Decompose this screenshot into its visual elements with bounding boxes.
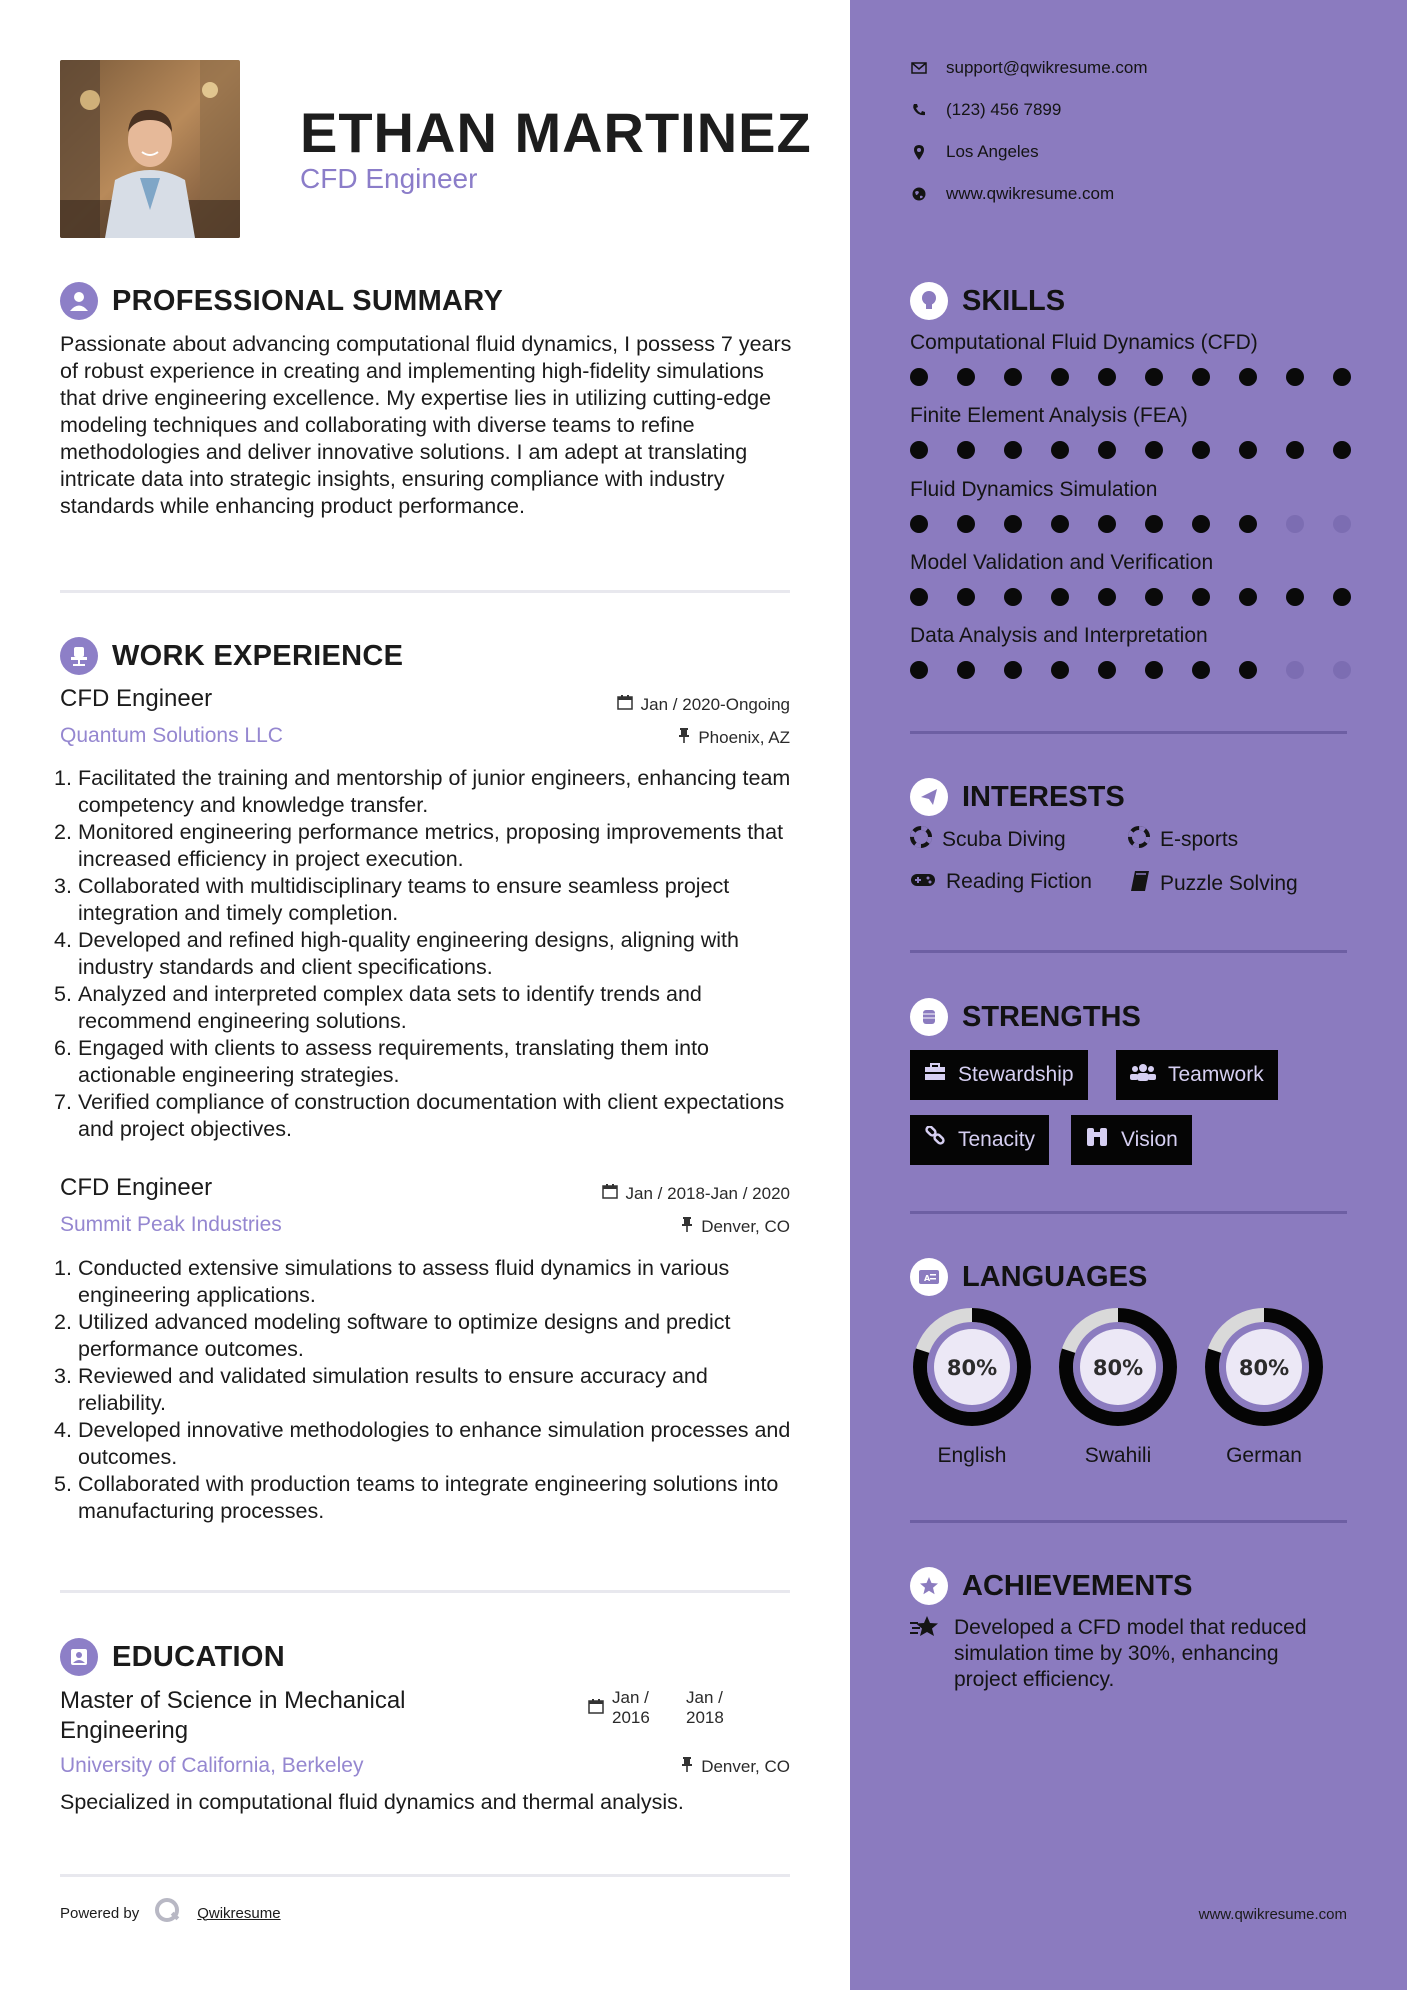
experience-heading: WORK EXPERIENCE [60,637,403,675]
sidebar [850,0,1407,1990]
interest-item: Reading Fiction [910,870,1092,894]
achievement-item: Developed a CFD model that reduced simulation time by 30%, enhancing project efficiency. [910,1615,1330,1693]
strength-tag: Stewardship [910,1050,1088,1100]
rating-dot [1051,588,1069,606]
interests-heading: INTERESTS [910,778,1125,816]
qwikresume-link[interactable]: Qwikresume [197,1904,281,1922]
skill-rating [910,368,1351,386]
bullet-item: 4. Developed innovative methodologies to enhance simulation processes and outcomes. [54,1418,791,1469]
divider [910,1520,1347,1523]
rating-dot [1051,515,1069,533]
strength-tag: Teamwork [1116,1050,1278,1100]
rating-dot [1286,588,1304,606]
skill-name: Model Validation and Verification [910,551,1214,574]
divider [60,1874,790,1877]
rating-dot [1051,441,1069,459]
bullet-item: 5. Collaborated with production teams to integrate engineering solutions into manufacturing processes. [54,1472,779,1523]
job-bullets [54,765,799,1143]
education-end: Jan / 2018 [686,1688,724,1727]
lifebuoy-icon [1128,826,1150,854]
bullet-item: 6. Engaged with clients to assess requirements, translating them into actionable engineering strategies. [54,1036,709,1087]
rating-dot [957,588,975,606]
book-icon [1130,870,1150,898]
bullet-item: 3. Reviewed and validated simulation results to ensure accuracy and reliability. [54,1364,708,1415]
rating-dot [1239,661,1257,679]
footer-website[interactable]: www.qwikresume.com [1198,1906,1347,1923]
language-name: Swahili [1084,1444,1152,1467]
job-dates: Jan / 2018-Jan / 2020 [602,1183,790,1204]
bullet-item: 5. Analyzed and interpreted complex data sets to identify trends and recommend engineering solutions. [54,982,702,1033]
divider [910,731,1347,734]
education-description: Specialized in computational fluid dynamics and thermal analysis. [60,1790,684,1814]
education-start: Jan / 2016 [612,1688,650,1727]
graduation-icon [60,1638,98,1676]
rating-dot [1004,368,1022,386]
rating-dot [957,368,975,386]
language-percent: 80% [1092,1356,1144,1380]
job-company: Quantum Solutions LLC [60,724,283,747]
degree-title: Master of Science in Mechanical Engineering [60,1687,406,1744]
rating-dot [1145,441,1163,459]
rating-dot [1051,661,1069,679]
rating-dot [1286,661,1304,679]
language-item [1056,1305,1180,1468]
star-badge-icon [910,1567,948,1605]
contact-email[interactable]: support@qwikresume.com [910,58,1148,78]
skill-rating [910,588,1351,606]
strength-tag: Tenacity [910,1115,1049,1165]
rating-dot [1098,441,1116,459]
language-ring [1056,1305,1180,1429]
rating-dot [1192,368,1210,386]
contact-website[interactable]: www.qwikresume.com [910,184,1114,204]
skill-name: Data Analysis and Interpretation [910,624,1208,647]
rating-dot [1286,515,1304,533]
skill-rating [910,515,1351,533]
rating-dot [1333,661,1351,679]
rating-dot [1098,661,1116,679]
rating-dot [1239,368,1257,386]
globe-icon [910,187,928,201]
rating-dot [1239,588,1257,606]
binoculars-icon [1085,1126,1109,1154]
candidate-title: CFD Engineer [300,163,478,194]
rating-dot [910,515,928,533]
rating-dot [1098,515,1116,533]
skill-rating [910,441,1351,459]
language-ring [910,1305,1034,1429]
calendar-icon [588,1698,604,1719]
divider [910,1211,1347,1214]
candidate-name: ETHAN MARTINEZ [300,101,812,164]
interest-item: Scuba Diving [910,826,1066,854]
rating-dot [1192,441,1210,459]
profile-photo [60,60,240,238]
lifebuoy-icon [910,826,932,854]
language-name: English [937,1444,1007,1467]
rating-dot [1333,588,1351,606]
skill-name: Fluid Dynamics Simulation [910,478,1158,501]
rating-dot [957,515,975,533]
rating-dot [1286,368,1304,386]
rating-dot [1098,368,1116,386]
contact-location: Los Angeles [910,142,1039,162]
rating-dot [1145,515,1163,533]
language-item [910,1305,1034,1468]
language-percent: 80% [1238,1356,1290,1380]
contact-phone[interactable]: (123) 456 7899 [910,100,1061,120]
lightbulb-icon [910,282,948,320]
divider [60,590,790,593]
rating-dot [1051,368,1069,386]
rating-dot [1004,661,1022,679]
rating-dot [1145,588,1163,606]
strengths-heading: STRENGTHS [910,998,1141,1036]
rating-dot [910,441,928,459]
svg-text:A: A [924,1274,931,1283]
education-heading: EDUCATION [60,1638,285,1676]
users-icon [1130,1063,1156,1087]
link-icon [924,1126,946,1154]
bullet-item: 7. Verified compliance of construction documentation with client expectations and project objectives. [54,1090,785,1141]
rating-dot [1333,368,1351,386]
interest-item: Puzzle Solving [1130,870,1298,898]
rating-dot [1239,441,1257,459]
rating-dot [910,368,928,386]
star-icon [910,1615,940,1693]
job-bullets [54,1255,799,1525]
rating-dot [1286,441,1304,459]
school-name: University of California, Berkeley [60,1754,364,1777]
rating-dot [1145,368,1163,386]
rating-dot [1192,588,1210,606]
envelope-icon [910,62,928,74]
map-pin-icon [910,145,928,160]
skill-rating [910,661,1351,679]
job-location: Denver, CO [681,1216,790,1237]
bullet-item: 4. Developed and refined high-quality engineering designs, aligning with industry standards and client specifications. [54,928,739,979]
summary-text: Passionate about advancing computational fluid dynamics, I possess 7 years of robust experience in creating and implementing high-fidelity simulations that drive engineering excellence. My expertise lies in utilizing cutting-edge modeling techniques and collaborating with diverse teams to refine methodologies and deliver innovative solutions. I am adept at translating intricate data into strategic insights, ensuring compliance with industry standards while enhancing product performance. [60,332,792,518]
chair-icon [60,637,98,675]
fist-icon [910,998,948,1036]
phone-icon [910,103,928,117]
job-location: Phoenix, AZ [678,727,790,748]
skills-heading: SKILLS [910,282,1065,320]
job-company: Summit Peak Industries [60,1213,282,1236]
rating-dot [957,441,975,459]
rating-dot [1192,515,1210,533]
interest-item: E-sports [1128,826,1238,854]
qwikresume-logo-icon [153,1896,183,1930]
rating-dot [910,661,928,679]
pin-icon [681,1216,693,1237]
footer-powered-by: Powered by Qwikresume [60,1896,281,1930]
calendar-icon [602,1183,618,1204]
gamepad-icon [910,870,936,894]
rating-dot [1098,588,1116,606]
language-item [1202,1305,1326,1468]
paper-plane-icon [910,778,948,816]
rating-dot [1333,441,1351,459]
education-location: Denver, CO [681,1756,790,1777]
job-dates: Jan / 2020-Ongoing [617,694,790,715]
bullet-item: 3. Collaborated with multidisciplinary teams to ensure seamless project integration and timely completion. [54,874,730,925]
rating-dot [1145,661,1163,679]
language-ring [1202,1305,1326,1429]
skill-name: Finite Element Analysis (FEA) [910,404,1188,427]
job-title: CFD Engineer [60,685,213,712]
bullet-item: 1. Facilitated the training and mentorship of junior engineers, enhancing team competency and knowledge transfer. [54,766,791,817]
languages-heading: A LANGUAGES [910,1258,1147,1296]
calendar-icon [617,694,633,715]
language-name: German [1226,1444,1302,1467]
bullet-item: 2. Monitored engineering performance metrics, proposing improvements that increased efficiency in project execution. [54,820,784,871]
rating-dot [1192,661,1210,679]
summary-heading: PROFESSIONAL SUMMARY [60,282,503,320]
rating-dot [1333,515,1351,533]
bullet-item: 2. Utilized advanced modeling software to optimize designs and predict performance outcomes. [54,1310,731,1361]
pin-icon [681,1756,693,1777]
rating-dot [957,661,975,679]
rating-dot [1004,515,1022,533]
language-percent: 80% [946,1356,998,1380]
strength-tag: Vision [1071,1115,1192,1165]
divider [910,950,1347,953]
job-title: CFD Engineer [60,1174,213,1201]
rating-dot [1004,588,1022,606]
education-dates [612,1688,730,1728]
bullet-item: 1. Conducted extensive simulations to assess fluid dynamics in various engineering applications. [54,1256,730,1307]
briefcase-icon [924,1063,946,1087]
user-icon [60,282,98,320]
achievements-heading: ACHIEVEMENTS [910,1567,1192,1605]
skill-name: Computational Fluid Dynamics (CFD) [910,331,1258,354]
rating-dot [910,588,928,606]
rating-dot [1004,441,1022,459]
rating-dot [1239,515,1257,533]
language-icon [910,1258,948,1296]
divider [60,1590,790,1593]
pin-icon [678,727,690,748]
